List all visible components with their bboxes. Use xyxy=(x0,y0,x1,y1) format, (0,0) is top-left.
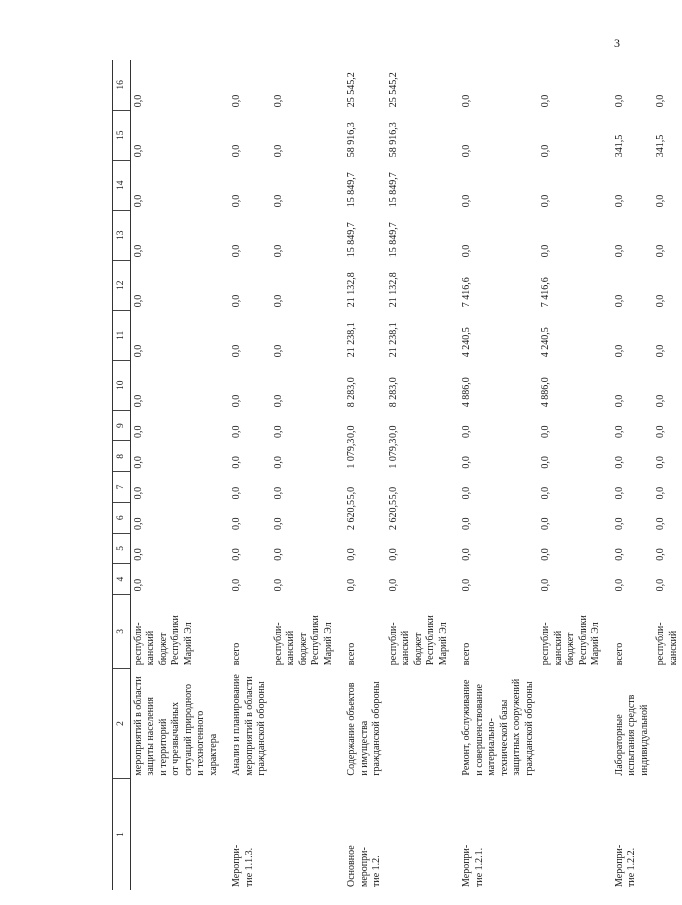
cell-value: 0,0 xyxy=(132,244,144,258)
cell-value: 0,0 xyxy=(613,294,625,308)
cell-value: 0,0 xyxy=(461,548,472,561)
cell-funding-source xyxy=(229,594,271,668)
row-spacer xyxy=(452,60,459,890)
cell-line: канский xyxy=(285,630,296,666)
cell-value: 0,0 xyxy=(132,486,144,500)
table-row xyxy=(653,60,682,890)
cell-value: 0,0 xyxy=(461,517,472,531)
cell-value: 0,0 xyxy=(655,456,666,469)
table-body xyxy=(113,60,682,890)
budget-table xyxy=(112,60,682,890)
table-row xyxy=(538,60,605,890)
cell-value: 0,0 xyxy=(272,194,284,208)
cell-line: защиты населения xyxy=(145,697,156,776)
column-header-6: 6 xyxy=(113,502,131,533)
cell-value: 4 240,5 xyxy=(540,327,551,358)
cell-value: 0,0 xyxy=(346,425,357,438)
cell-line: индивидуальной xyxy=(638,704,650,776)
cell-value: 0,0 xyxy=(655,517,666,531)
cell-value: 21 238,1 xyxy=(387,322,399,358)
cell-value: 0,0 xyxy=(132,456,144,469)
cell-line: и совершенствование xyxy=(473,684,485,776)
rotated-budget-table xyxy=(112,60,679,890)
cell-value: 0,0 xyxy=(231,517,242,531)
cell-value: 0,0 xyxy=(655,344,666,358)
cell-value: 0,0 xyxy=(461,578,472,592)
cell-value: 0,0 xyxy=(132,578,144,592)
cell-line: гражданской обороны xyxy=(256,681,267,776)
cell-value: 4 886,0 xyxy=(461,377,472,408)
page-number: 3 xyxy=(614,36,620,50)
cell-activity-code xyxy=(612,779,654,890)
cell-value: 0,0 xyxy=(540,517,551,531)
cell-value: 0,0 xyxy=(613,578,625,592)
cell-activity-name xyxy=(459,668,538,778)
cell-value: 0,0 xyxy=(655,425,666,438)
cell-line: Основное xyxy=(346,845,357,887)
column-header-16: 16 xyxy=(113,60,131,110)
cell-value: 0,0 xyxy=(540,94,551,108)
cell-line: Республики xyxy=(577,615,589,666)
cell-value: 5,0 xyxy=(387,486,399,500)
cell-line: и территорий xyxy=(157,718,169,776)
cell-line: республи- xyxy=(272,622,284,666)
cell-activity-name xyxy=(538,668,605,778)
column-header-9: 9 xyxy=(113,410,131,441)
row-spacer xyxy=(605,60,612,890)
cell-line: защитных сооружений xyxy=(511,678,522,776)
cell-line: республи- xyxy=(387,622,399,666)
cell-value: 341,5 xyxy=(655,134,666,158)
cell-line: мероприятий в области xyxy=(132,676,144,776)
cell-value: 21 238,1 xyxy=(346,322,357,358)
cell-line: бюджет xyxy=(565,632,576,666)
cell-value: 0,0 xyxy=(540,578,551,592)
column-header-12: 12 xyxy=(113,260,131,310)
cell-activity-code xyxy=(271,779,338,890)
cell-value: 0,0 xyxy=(387,425,399,438)
cell-line: тие 1.2. xyxy=(371,855,382,887)
cell-value: 0,0 xyxy=(613,548,625,561)
cell-line: всего xyxy=(613,642,625,666)
cell-funding-source xyxy=(344,594,386,668)
cell-value: 0,0 xyxy=(655,94,666,108)
cell-value: 58 916,3 xyxy=(346,122,357,158)
cell-line: Марий Эл xyxy=(182,622,194,666)
cell-line: Марий Эл xyxy=(437,622,449,666)
cell-value: 0,0 xyxy=(231,194,242,208)
spacer-cell xyxy=(222,60,229,890)
cell-value: 0,0 xyxy=(132,517,144,531)
cell-funding-source xyxy=(612,594,654,668)
cell-line: всего xyxy=(461,642,472,666)
cell-line: бюджет xyxy=(412,632,424,666)
cell-value: 0,0 xyxy=(461,425,472,438)
cell-activity-code xyxy=(538,779,605,890)
table-row xyxy=(386,60,453,890)
cell-line: канский xyxy=(552,630,564,666)
cell-value: 0,0 xyxy=(132,294,144,308)
cell-value: 1 079,3 xyxy=(387,438,399,469)
table-row xyxy=(612,60,654,890)
cell-value: 15 849,7 xyxy=(387,222,399,258)
cell-line: республи- xyxy=(540,622,551,666)
cell-value: 58 916,3 xyxy=(387,122,399,158)
row-spacer xyxy=(222,60,229,890)
cell-value: 0,0 xyxy=(613,194,625,208)
cell-line: испытания средств xyxy=(626,694,637,776)
cell-activity-code xyxy=(653,779,682,890)
column-header-1: 1 xyxy=(113,779,131,890)
cell-value: 8 283,0 xyxy=(346,377,357,408)
cell-value: 0,0 xyxy=(655,294,666,308)
cell-value: 4 240,5 xyxy=(461,327,472,358)
cell-value: 8 283,0 xyxy=(387,377,399,408)
table-row xyxy=(271,60,338,890)
cell-value: 0,0 xyxy=(231,578,242,592)
cell-line: мероприятий в области xyxy=(243,676,255,776)
cell-value: 0,0 xyxy=(613,244,625,258)
column-header-11: 11 xyxy=(113,310,131,360)
cell-value: 0,0 xyxy=(132,344,144,358)
cell-value: 0,0 xyxy=(655,578,666,592)
cell-value: 0,0 xyxy=(540,425,551,438)
cell-value: 0,0 xyxy=(461,144,472,158)
cell-value: 0,0 xyxy=(272,486,284,500)
cell-value: 0,0 xyxy=(613,425,625,438)
cell-value: 4 886,0 xyxy=(540,377,551,408)
cell-line: Меропри- xyxy=(613,844,625,887)
cell-activity-code xyxy=(130,779,222,890)
cell-funding-source xyxy=(538,594,605,668)
cell-value: 0,0 xyxy=(387,578,399,592)
cell-line: и имущества xyxy=(358,720,370,776)
cell-value: 7 416,6 xyxy=(540,277,551,308)
cell-value: 0,0 xyxy=(231,294,242,308)
cell-line: республи- xyxy=(132,622,144,666)
cell-value: 0,0 xyxy=(231,394,242,408)
cell-value: 0,0 xyxy=(272,294,284,308)
cell-activity-name xyxy=(229,668,271,778)
cell-value: 15 849,7 xyxy=(346,172,357,208)
cell-value: 0,0 xyxy=(613,344,625,358)
cell-value: 0,0 xyxy=(461,486,472,500)
column-header-2: 2 xyxy=(113,668,131,778)
cell-value: 0,0 xyxy=(613,94,625,108)
cell-line: меропри- xyxy=(358,847,370,887)
cell-line: и техногенного xyxy=(195,710,206,776)
column-header-14: 14 xyxy=(113,160,131,210)
column-header-13: 13 xyxy=(113,210,131,260)
cell-value: 0,0 xyxy=(132,425,144,438)
column-header-7: 7 xyxy=(113,472,131,503)
cell-activity-code xyxy=(229,779,271,890)
cell-value: 21 132,8 xyxy=(387,272,399,308)
cell-value: 0,0 xyxy=(540,456,551,469)
cell-value: 0,0 xyxy=(540,244,551,258)
cell-value: 7 416,6 xyxy=(461,277,472,308)
spacer-cell xyxy=(452,60,459,890)
cell-line: канский xyxy=(145,630,156,666)
cell-value: 0,0 xyxy=(272,94,284,108)
cell-activity-code xyxy=(344,779,386,890)
cell-value: 0,0 xyxy=(655,194,666,208)
cell-funding-source xyxy=(459,594,538,668)
cell-value: 0,0 xyxy=(231,548,242,561)
cell-activity-name xyxy=(271,668,338,778)
cell-value: 5,0 xyxy=(346,486,357,500)
cell-value: 0,0 xyxy=(272,578,284,592)
cell-value: 25 545,2 xyxy=(387,72,399,108)
cell-line: Марий Эл xyxy=(590,622,601,666)
cell-value: 0,0 xyxy=(272,517,284,531)
cell-value: 0,0 xyxy=(613,517,625,531)
column-header-8: 8 xyxy=(113,441,131,472)
cell-line: ситуаций природного xyxy=(182,683,194,776)
cell-value: 0,0 xyxy=(461,244,472,258)
cell-value: 0,0 xyxy=(540,144,551,158)
cell-value: 0,0 xyxy=(272,344,284,358)
cell-line: материально- xyxy=(486,718,497,776)
cell-activity-code xyxy=(459,779,538,890)
cell-value: 0,0 xyxy=(540,548,551,561)
cell-line: гражданской обороны xyxy=(523,681,535,776)
cell-value: 2 620,5 xyxy=(387,500,399,531)
cell-value: 2 620,5 xyxy=(346,500,357,531)
cell-line: всего xyxy=(346,642,357,666)
header-row xyxy=(113,60,131,890)
spacer-cell xyxy=(337,60,344,890)
cell-value: 0,0 xyxy=(655,486,666,500)
cell-value: 0,0 xyxy=(272,144,284,158)
cell-line: технической базы xyxy=(498,699,510,776)
cell-value: 0,0 xyxy=(346,578,357,592)
cell-value: 0,0 xyxy=(346,548,357,561)
cell-activity-name xyxy=(344,668,386,778)
cell-line: Анализ и планирование xyxy=(231,674,242,776)
cell-value: 0,0 xyxy=(461,456,472,469)
cell-line: бюджет xyxy=(157,632,169,666)
cell-value: 0,0 xyxy=(655,244,666,258)
cell-value: 0,0 xyxy=(231,94,242,108)
cell-value: 0,0 xyxy=(613,394,625,408)
cell-value: 0,0 xyxy=(132,94,144,108)
cell-value: 1 079,3 xyxy=(346,438,357,469)
cell-line: республи- xyxy=(655,622,666,666)
cell-line: тие 1.2.1. xyxy=(473,847,485,887)
cell-value: 15 849,7 xyxy=(387,172,399,208)
cell-value: 0,0 xyxy=(613,486,625,500)
column-header-5: 5 xyxy=(113,533,131,564)
cell-value: 0,0 xyxy=(613,456,625,469)
cell-value: 0,0 xyxy=(272,456,284,469)
cell-value: 0,0 xyxy=(387,548,399,561)
cell-line: Республики xyxy=(170,615,181,666)
table-row xyxy=(459,60,538,890)
cell-line: Лабораторные xyxy=(613,714,625,776)
cell-line: канский xyxy=(400,630,411,666)
cell-line: от чрезвычайных xyxy=(170,701,181,776)
cell-value: 0,0 xyxy=(132,144,144,158)
cell-value: 21 132,8 xyxy=(346,272,357,308)
cell-value: 0,0 xyxy=(272,244,284,258)
cell-value: 0,0 xyxy=(231,486,242,500)
cell-funding-source xyxy=(271,594,338,668)
table-row xyxy=(344,60,386,890)
cell-value: 15 849,7 xyxy=(346,222,357,258)
cell-value: 0,0 xyxy=(461,94,472,108)
cell-value: 0,0 xyxy=(272,548,284,561)
cell-line: тие 1.1.3. xyxy=(243,847,255,887)
column-header-4: 4 xyxy=(113,564,131,595)
cell-line: канский xyxy=(667,630,679,666)
cell-line: тие 1.2.2. xyxy=(626,847,637,887)
cell-value: 0,0 xyxy=(655,394,666,408)
cell-line: характера xyxy=(207,733,219,776)
cell-value: 0,0 xyxy=(655,548,666,561)
cell-activity-name xyxy=(612,668,654,778)
cell-value: 0,0 xyxy=(540,194,551,208)
cell-line: Марий Эл xyxy=(322,622,334,666)
column-header-15: 15 xyxy=(113,110,131,160)
cell-value: 0,0 xyxy=(231,344,242,358)
cell-activity-code xyxy=(386,779,453,890)
cell-line: гражданской обороны xyxy=(371,681,382,776)
table-row xyxy=(130,60,222,890)
cell-value: 0,0 xyxy=(231,456,242,469)
cell-value: 0,0 xyxy=(461,194,472,208)
cell-value: 0,0 xyxy=(231,244,242,258)
cell-line: Меропри- xyxy=(231,844,242,887)
cell-funding-source xyxy=(386,594,453,668)
cell-value: 0,0 xyxy=(272,425,284,438)
cell-value: 0,0 xyxy=(272,394,284,408)
cell-line: Ремонт, обслуживание xyxy=(461,679,472,776)
cell-funding-source xyxy=(653,594,682,668)
cell-value: 0,0 xyxy=(132,194,144,208)
column-header-10: 10 xyxy=(113,360,131,410)
cell-line: бюджет xyxy=(297,632,309,666)
cell-value: 0,0 xyxy=(231,425,242,438)
cell-value: 0,0 xyxy=(540,486,551,500)
cell-line: всего xyxy=(231,642,242,666)
cell-funding-source xyxy=(130,594,222,668)
table-row xyxy=(229,60,271,890)
cell-value: 0,0 xyxy=(231,144,242,158)
cell-line: Меропри- xyxy=(461,844,472,887)
cell-activity-name xyxy=(653,668,682,778)
cell-activity-name xyxy=(130,668,222,778)
column-header-3: 3 xyxy=(113,594,131,668)
cell-line: Республики xyxy=(310,615,321,666)
cell-value: 0,0 xyxy=(132,394,144,408)
cell-value: 0,0 xyxy=(132,548,144,561)
row-spacer xyxy=(337,60,344,890)
cell-value: 25 545,2 xyxy=(346,72,357,108)
spacer-cell xyxy=(605,60,612,890)
cell-line: Содержание объектов xyxy=(346,682,357,776)
cell-activity-name xyxy=(386,668,453,778)
cell-line: Республики xyxy=(425,615,436,666)
cell-value: 341,5 xyxy=(613,134,625,158)
